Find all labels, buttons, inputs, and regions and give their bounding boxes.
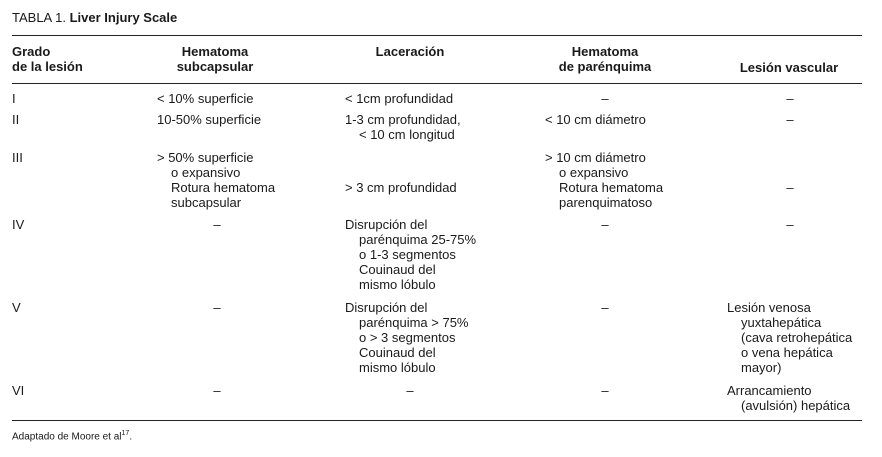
subcapsular-III: > 50% superficie o expansivo Rotura hematoma subcapsular (157, 150, 276, 210)
parenquima-V: – (601, 300, 609, 315)
grado-VI: VI (12, 383, 25, 398)
header-laceracion: Laceración (375, 44, 445, 59)
header-rule (12, 83, 862, 84)
subcapsular-II: 10-50% superficie (157, 112, 262, 127)
parenquima-III: > 10 cm diámetro o expansivo Rotura hematoma parenquimatoso (545, 150, 664, 210)
table-caption (12, 10, 177, 25)
vascular-IV: – (786, 217, 794, 232)
laceracion-II: 1-3 cm profundidad, < 10 cm longitud (345, 112, 461, 142)
parenquima-I: – (601, 91, 609, 106)
top-rule (12, 35, 862, 36)
subcapsular-VI: – (213, 383, 221, 398)
laceracion-IV: Disrupción del parénquima 25-75% o 1-3 segmentos Couinaud del mismo lóbulo (345, 217, 477, 292)
grado-V: V (12, 300, 21, 315)
footnote-reference: 17 (121, 430, 130, 437)
laceracion-V: Disrupción del parénquima > 75% o > 3 segmentos Couinaud del mismo lóbulo (345, 300, 469, 375)
parenquima-VI: – (601, 383, 609, 398)
table-footnote: Adaptado de Moore et $al^{17}$. (12, 430, 133, 443)
vascular-V: Lesión venosa yuxtahepática (cava retrohepática o vena hepática mayor) (727, 300, 853, 375)
bottom-rule (12, 420, 862, 421)
grado-III: III (12, 150, 23, 165)
subcapsular-IV: – (213, 217, 221, 232)
caption-title: Liver Injury Scale (69, 10, 178, 25)
parenquima-II: < 10 cm diámetro (545, 112, 646, 127)
subcapsular-V: – (213, 300, 221, 315)
grado-I: I (12, 91, 16, 106)
caption-prefix: TABLA 1. (12, 10, 66, 25)
laceracion-III: > 3 cm profundidad (345, 180, 457, 195)
header-vascular: Lesión vascular (739, 60, 839, 75)
header-parenquima: Hematoma de parénquima (558, 44, 652, 74)
vascular-II: – (786, 112, 794, 127)
laceracion-VI: – (406, 383, 414, 398)
grado-II: II (12, 112, 20, 127)
header-grado: Grado de la lesión (12, 44, 83, 74)
vascular-I: – (786, 91, 794, 106)
vascular-III: – (786, 180, 794, 195)
vascular-VI: Arrancamiento (avulsión) hepática (727, 383, 851, 413)
header-subcapsular: Hematoma subcapsular (176, 44, 254, 74)
subcapsular-I: < 10% superficie (157, 91, 254, 106)
laceracion-I: < 1cm profundidad (345, 91, 454, 106)
grado-IV: IV (12, 217, 25, 232)
parenquima-IV: – (601, 217, 609, 232)
